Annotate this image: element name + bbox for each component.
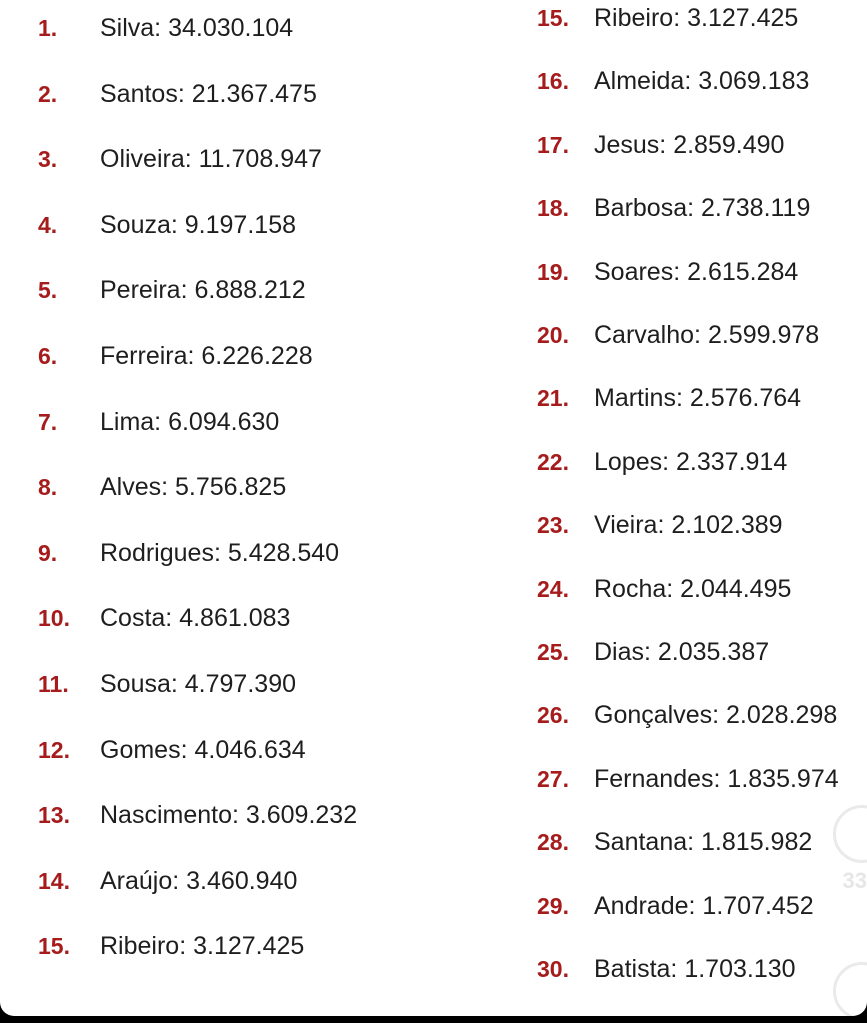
rank-number: 9. <box>38 539 58 566</box>
ranking-entry <box>38 473 286 502</box>
surname-count: Costa: 4.861.083 <box>100 604 291 633</box>
surname-count: Ribeiro: 3.127.425 <box>100 932 305 961</box>
ranking-entry <box>537 828 812 857</box>
surname-count: Soares: 2.615.284 <box>594 257 799 286</box>
rank-number: 14. <box>38 867 70 894</box>
ranking-entry <box>537 4 798 33</box>
surname-count: Gonçalves: 2.028.298 <box>594 701 838 730</box>
surname-count: Ribeiro: 3.127.425 <box>594 4 799 32</box>
ranking-entry <box>537 638 769 667</box>
surname-count: Vieira: 2.102.389 <box>594 511 783 540</box>
surname-count: Araújo: 3.460.940 <box>100 866 298 895</box>
surname-count: Martins: 2.576.764 <box>594 384 802 413</box>
ranking-entry <box>537 701 837 730</box>
ranking-entry <box>537 765 839 794</box>
rank-number: 17. <box>537 131 569 158</box>
ranking-entry <box>38 342 313 371</box>
surname-count: Batista: 1.703.130 <box>594 955 796 983</box>
ranking-entry <box>38 801 357 830</box>
ranking-entry <box>38 80 317 109</box>
rank-number: 8. <box>38 474 58 501</box>
surname-count: Barbosa: 2.738.119 <box>594 194 811 223</box>
ranking-entry <box>537 321 819 350</box>
surname-count: Almeida: 3.069.183 <box>594 67 810 96</box>
rank-number: 27. <box>537 765 569 792</box>
rank-number: 15. <box>537 5 569 31</box>
surname-count: Oliveira: 11.708.947 <box>100 145 322 174</box>
surname-count: Gomes: 4.046.634 <box>100 735 306 764</box>
ranking-entry <box>38 14 293 43</box>
ranking-entry <box>537 575 791 604</box>
rank-number: 23. <box>537 512 569 539</box>
surname-count: Souza: 9.197.158 <box>100 210 296 239</box>
surname-count: Alves: 5.756.825 <box>100 473 287 502</box>
ranking-entry <box>537 511 783 540</box>
rank-number: 16. <box>537 68 569 95</box>
rank-number: 26. <box>537 702 569 729</box>
surname-count: Rocha: 2.044.495 <box>594 574 792 603</box>
ranking-entry <box>537 448 787 477</box>
ranking-entry <box>38 539 339 568</box>
ranking-entry <box>537 384 801 413</box>
surname-count: Santana: 1.815.982 <box>594 828 813 857</box>
ranking-entry <box>38 276 306 305</box>
rank-number: 30. <box>537 956 569 982</box>
rank-number: 29. <box>537 892 569 919</box>
watermark-heart-icon <box>833 805 867 863</box>
rank-number: 5. <box>38 277 58 304</box>
surname-count: Andrade: 1.707.452 <box>594 891 814 920</box>
ranking-entry <box>38 408 279 437</box>
surname-count: Dias: 2.035.387 <box>594 638 770 666</box>
surname-count: Lima: 6.094.630 <box>100 407 280 436</box>
rank-number: 19. <box>537 258 569 285</box>
surname-count: Sousa: 4.797.390 <box>100 670 296 698</box>
surname-count: Jesus: 2.859.490 <box>594 130 785 159</box>
surname-count: Santos: 21.367.475 <box>100 79 317 108</box>
ranking-entry <box>38 604 290 633</box>
rank-number: 22. <box>537 448 569 475</box>
rank-number: 1. <box>38 15 58 41</box>
rank-number: 28. <box>537 829 569 856</box>
surname-count: Pereira: 6.888.212 <box>100 276 306 305</box>
rank-number: 24. <box>537 575 569 602</box>
rank-number: 6. <box>38 343 58 369</box>
surname-count: Rodrigues: 5.428.540 <box>100 538 340 567</box>
rank-number: 7. <box>38 408 58 435</box>
rank-number: 18. <box>537 195 569 222</box>
rank-number: 25. <box>537 639 569 665</box>
surname-count: Ferreira: 6.226.228 <box>100 342 313 370</box>
ranking-entry <box>38 145 322 174</box>
ranking-entry <box>38 867 297 896</box>
rank-number: 10. <box>38 605 70 632</box>
ranking-entry <box>537 258 798 287</box>
rank-number: 2. <box>38 80 58 107</box>
rank-number: 13. <box>38 802 70 829</box>
ranking-entry <box>537 131 784 160</box>
watermark-number: 33 <box>842 868 867 893</box>
surname-count: Fernandes: 1.835.974 <box>594 764 839 793</box>
rank-number: 4. <box>38 211 58 238</box>
surname-count: Lopes: 2.337.914 <box>594 447 788 476</box>
watermark-circle-icon <box>833 962 867 1016</box>
surname-count: Silva: 34.030.104 <box>100 14 294 42</box>
ranking-entry <box>537 194 810 223</box>
surname-count: Nascimento: 3.609.232 <box>100 801 358 830</box>
rank-number: 3. <box>38 146 58 173</box>
rank-number: 20. <box>537 322 569 348</box>
rank-number: 15. <box>38 933 70 960</box>
ranking-entry <box>537 892 814 921</box>
ranking-entry <box>537 67 809 96</box>
rank-number: 11. <box>38 671 69 697</box>
ranking-entry <box>38 736 306 765</box>
rank-number: 12. <box>38 736 70 763</box>
ranking-entry <box>537 955 796 984</box>
ranking-entry <box>38 670 296 699</box>
ranking-entry <box>38 211 296 240</box>
rank-number: 21. <box>537 385 569 412</box>
surname-count: Carvalho: 2.599.978 <box>594 321 820 349</box>
ranking-entry <box>38 932 304 961</box>
